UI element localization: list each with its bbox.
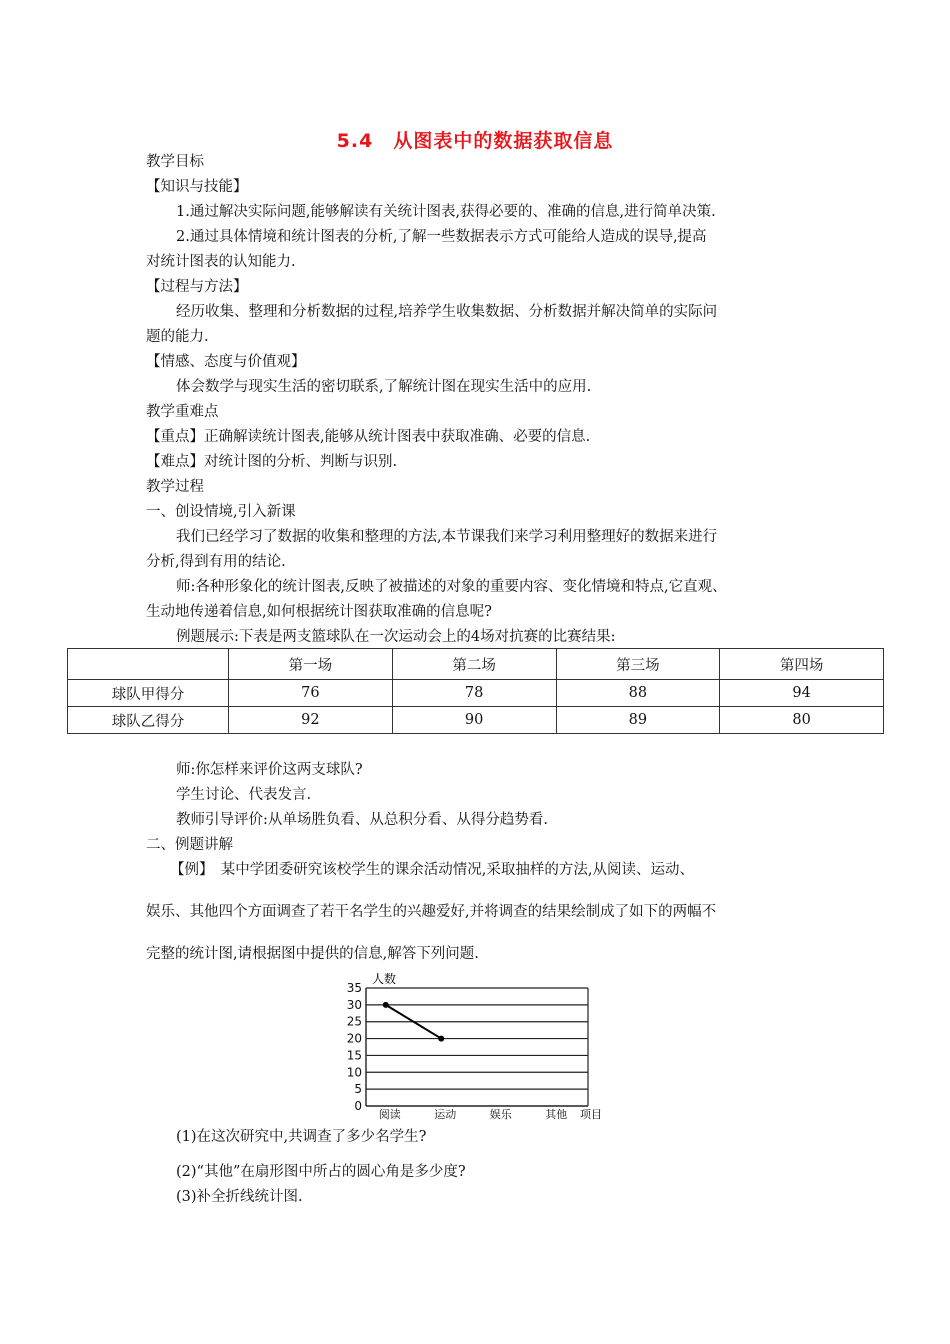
question-line: (3)补全折线统计图.	[176, 1189, 303, 1205]
paragraph-line: 例题展示:下表是两支篮球队在一次运动会上的4场对抗赛的比赛结果:	[176, 629, 616, 645]
section-heading: 教学重难点	[146, 404, 219, 420]
score-table	[67, 648, 884, 734]
paragraph-line: 师:你怎样来评价这两支球队?	[176, 762, 363, 778]
section-heading: 教学目标	[146, 154, 204, 170]
paragraph-line: 体会数学与现实生活的密切联系,了解统计图在现实生活中的应用.	[176, 379, 592, 395]
table-header-cell: 第二场	[392, 649, 556, 680]
chart-y-ticks	[347, 981, 362, 1113]
paragraph-line: 1.通过解决实际问题,能够解读有关统计图表,获得必要的、准确的信息,进行简单决策.	[176, 204, 716, 220]
chart-data-point	[383, 1002, 389, 1008]
paragraph-line: 娱乐、其他四个方面调查了若干名学生的兴趣爱好,并将调查的结果绘制成了如下的两幅不	[146, 904, 717, 920]
section-heading: 二、例题讲解	[146, 837, 233, 853]
chart-y-tick-label: 5	[354, 1082, 362, 1097]
table-cell: 球队乙得分	[68, 707, 229, 734]
table-header-cell	[68, 649, 229, 680]
table-header-cell: 第一场	[229, 649, 393, 680]
table-header-cell: 第三场	[556, 649, 720, 680]
line-chart	[328, 968, 618, 1128]
table-cell: 78	[392, 680, 556, 707]
chart-x-tick-label: 运动	[434, 1108, 457, 1121]
table-cell: 球队甲得分	[68, 680, 229, 707]
chart-y-tick-label: 35	[346, 981, 362, 995]
table-row	[68, 680, 884, 707]
subsection-heading: 【知识与技能】	[146, 179, 248, 195]
chart-y-tick-label: 20	[346, 1031, 362, 1046]
subsection-heading: 【情感、态度与价值观】	[146, 354, 306, 370]
table-header-cell: 第四场	[720, 649, 884, 680]
paragraph-line: 分析,得到有用的结论.	[146, 554, 286, 570]
chart-y-tick-label: 15	[346, 1048, 362, 1063]
chart-x-tick-label: 阅读	[378, 1108, 401, 1121]
table-cell: 92	[229, 707, 393, 734]
paragraph-line: 经历收集、整理和分析数据的过程,培养学生收集数据、分析数据并解决简单的实际问	[176, 304, 718, 320]
chart-x-tick-label: 娱乐	[489, 1108, 512, 1121]
subsection-heading: 一、创设情境,引入新课	[146, 504, 296, 520]
chart-y-tick-label: 30	[346, 997, 362, 1012]
table-cell: 88	[556, 680, 720, 707]
paragraph-line: 生动地传递着信息,如何根据统计图获取准确的信息呢?	[146, 604, 492, 620]
question-line: (2)“其他”在扇形图中所占的圆心角是多少度?	[176, 1164, 466, 1180]
chart-y-axis-label: 人数	[372, 972, 397, 986]
paragraph-line: 题的能力.	[146, 329, 209, 345]
table-cell: 89	[556, 707, 720, 734]
chart-x-ticks	[379, 1107, 568, 1121]
paragraph-line: 【难点】对统计图的分析、判断与识别.	[146, 454, 398, 470]
table-row	[68, 707, 884, 734]
chart-x-tick-label: 其他	[545, 1108, 568, 1121]
chart-x-axis-label: 项目	[580, 1108, 602, 1121]
question-line: (1)在这次研究中,共调查了多少名学生?	[176, 1129, 427, 1145]
table-cell: 90	[392, 707, 556, 734]
paragraph-line: 【例】 某中学团委研究该校学生的课余活动情况,采取抽样的方法,从阅读、运动、	[170, 862, 694, 878]
subsection-heading: 【过程与方法】	[146, 279, 248, 295]
chart-y-tick-label: 0	[354, 1099, 362, 1113]
chart-data-point	[438, 1036, 444, 1042]
paragraph-line: 师:各种形象化的统计图表,反映了被描述的对象的重要内容、变化情境和特点,它直观、	[176, 579, 727, 595]
table-cell: 76	[229, 680, 393, 707]
paragraph-line: 【重点】正确解读统计图表,能够从统计图表中获取准确、必要的信息.	[146, 429, 591, 445]
table-cell: 80	[720, 707, 884, 734]
paragraph-line: 学生讨论、代表发言.	[176, 787, 312, 803]
paragraph-line: 对统计图表的认知能力.	[146, 254, 296, 270]
chart-y-tick-label: 10	[346, 1065, 362, 1080]
chart-grid	[366, 988, 588, 1106]
table-header-row	[68, 649, 884, 680]
paragraph-line: 我们已经学习了数据的收集和整理的方法,本节课我们来学习利用整理好的数据来进行	[176, 529, 718, 545]
chart-y-tick-label: 25	[346, 1014, 362, 1029]
paragraph-line: 2.通过具体情境和统计图表的分析,了解一些数据表示方式可能给人造成的误导,提高	[176, 229, 707, 245]
page-title: 5.4 从图表中的数据获取信息	[336, 130, 614, 152]
paragraph-line: 教师引导评价:从单场胜负看、从总积分看、从得分趋势看.	[176, 812, 548, 828]
paragraph-line: 完整的统计图,请根据图中提供的信息,解答下列问题.	[146, 946, 479, 962]
table-cell: 94	[720, 680, 884, 707]
section-heading: 教学过程	[146, 479, 204, 495]
